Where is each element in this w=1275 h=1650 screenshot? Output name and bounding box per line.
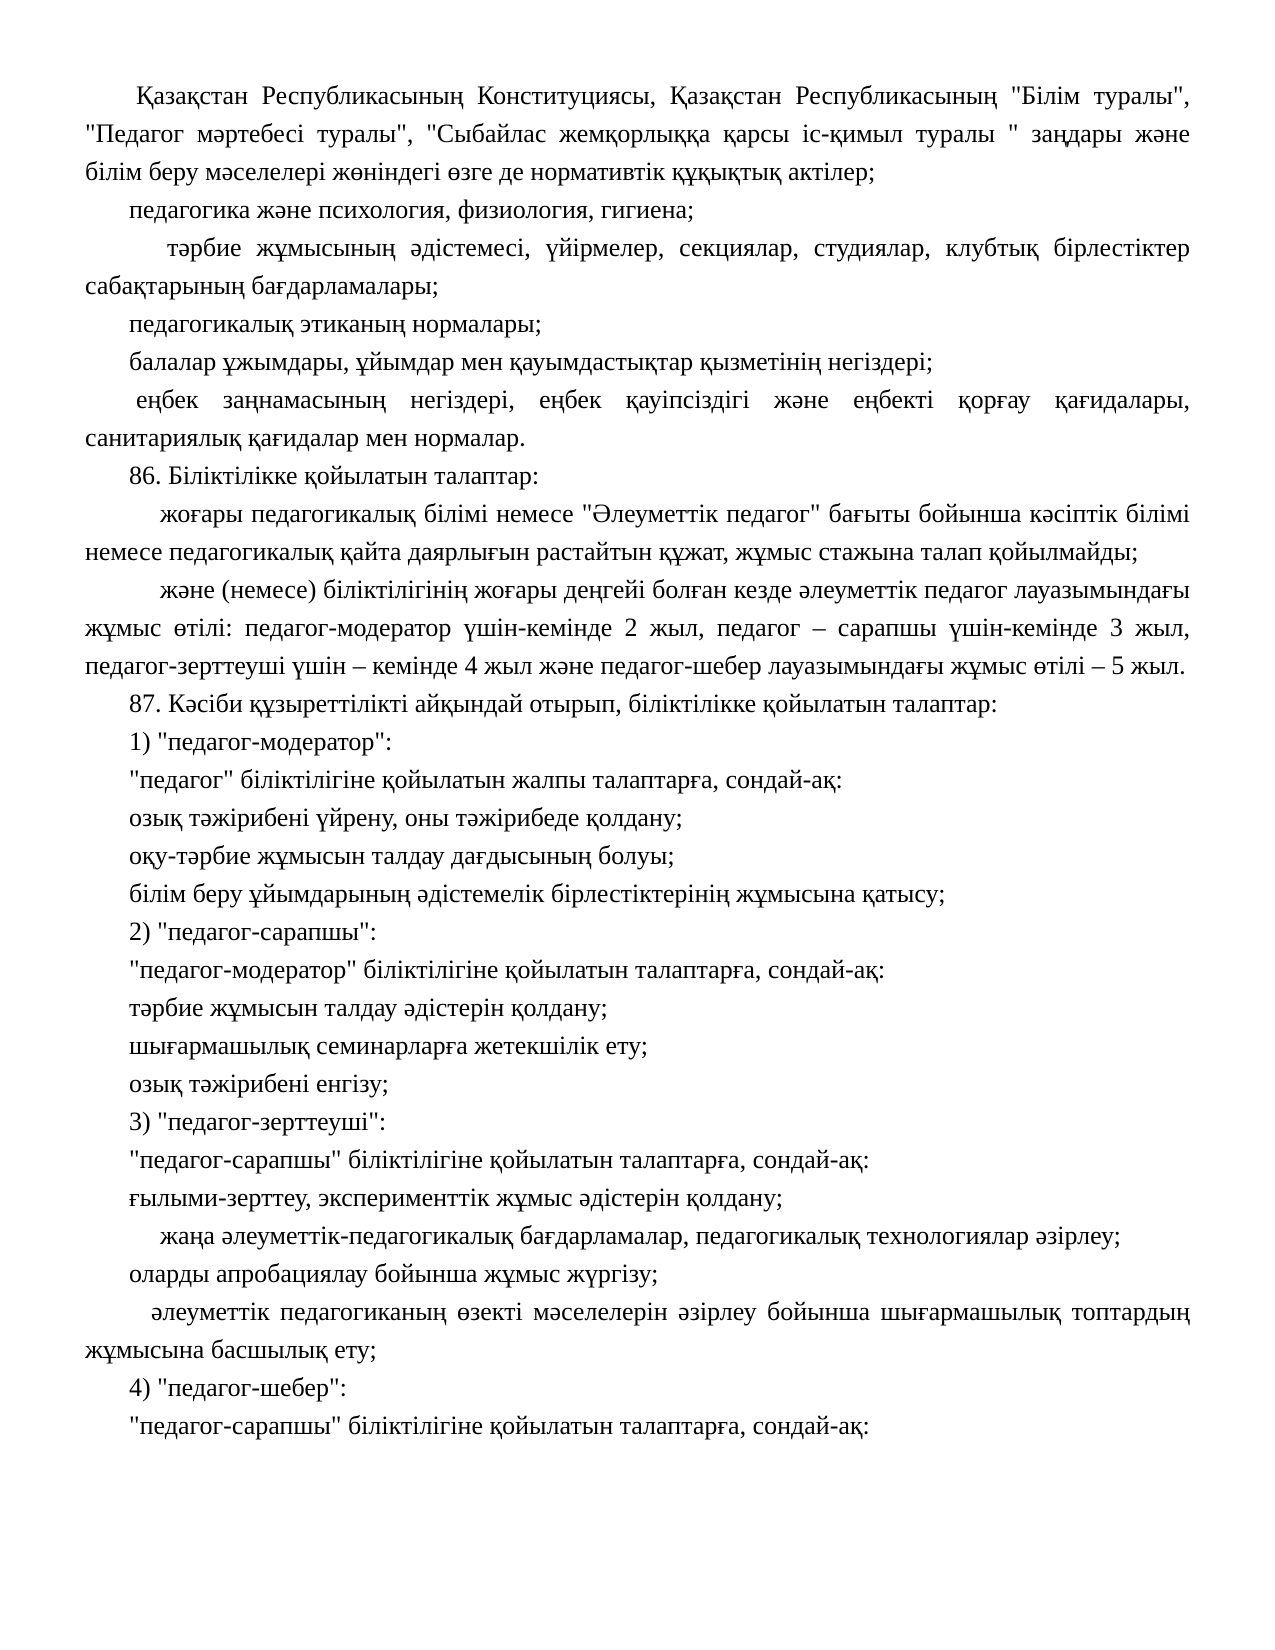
paragraph: оларды апробациялау бойынша жұмыс жүргізу;: [129, 1259, 659, 1288]
paragraph: білім беру ұйымдарының әдістемелік бірлестіктерінің жұмысына қатысу;: [129, 879, 946, 908]
paragraph: жоғары педагогикалық білімі немесе "Әлеуметтік педагог" бағыты бойынша кәсіптік білімі немесе педагогикалық қайта даярлығын растайтын құжат, жұмыс стажына талап қойылмайды;: [85, 499, 1190, 566]
paragraph: ғылыми-зерттеу, эксперименттік жұмыс әдістерін қолдану;: [129, 1183, 783, 1212]
paragraph: озық тәжірибені үйрену, оны тәжірибеде қолдану;: [129, 803, 683, 832]
paragraph: балалар ұжымдары, ұйымдар мен қауымдастықтар қызметінің негіздері;: [129, 347, 934, 376]
paragraph: "педагог-сарапшы" біліктілігіне қойылатын талаптарға, сондай-ақ:: [129, 1411, 870, 1440]
paragraph: шығармашылық семинарларға жетекшілік ету;: [129, 1031, 648, 1060]
paragraph: "педагог" біліктілігіне қойылатын жалпы талаптарға, сондай-ақ:: [129, 765, 843, 794]
paragraph-clause-87: 87. Кәсіби құзыреттілікті айқындай отырып, біліктілікке қойылатын талаптар:: [129, 689, 998, 718]
paragraph: "педагог-сарапшы" біліктілігіне қойылатын талаптарға, сондай-ақ:: [129, 1145, 870, 1174]
paragraph: 4) "педагог-шебер":: [129, 1373, 347, 1402]
paragraph: 3) "педагог-зерттеуші":: [129, 1107, 387, 1136]
paragraph: 1) "педагог-модератор":: [129, 727, 393, 756]
paragraph: еңбек заңнамасының негіздері, еңбек қауіпсіздігі және еңбекті қорғау қағидалары, санитариялық қағидалар мен нормалар.: [85, 385, 1190, 452]
paragraph: жаңа әлеуметтік-педагогикалық бағдарламалар, педагогикалық технологиялар әзірлеу;: [160, 1221, 1121, 1250]
paragraph: тәрбие жұмысының әдістемесі, үйірмелер, секциялар, студиялар, клубтық бірлестіктер сабақтарының бағдарламалары;: [85, 233, 1190, 300]
paragraph: тәрбие жұмысын талдау әдістерін қолдану;: [129, 993, 608, 1022]
paragraph: Қазақстан Республикасының Конституциясы, Қазақстан Республикасының "Білім туралы", "Педагог мәртебесі туралы", "Сыбайлас жемқорлыққа қарсы іс-қимыл туралы " заңдары және білім беру мәселелері жөніндегі өзге де нормативтік құқықтық актілер;: [85, 81, 1190, 186]
paragraph: педагогика және психология, физиология, гигиена;: [129, 195, 695, 224]
paragraph: 2) "педагог-сарапшы":: [129, 917, 377, 946]
paragraph: әлеуметтік педагогиканың өзекті мәселелерін әзірлеу бойынша шығармашылық топтардың жұмысына басшылық ету;: [85, 1297, 1190, 1364]
paragraph: оқу-тәрбие жұмысын талдау дағдысының болуы;: [129, 841, 675, 870]
paragraph: озық тәжірибені енгізу;: [129, 1069, 389, 1098]
paragraph: және (немесе) біліктілігінің жоғары деңгейі болған кезде әлеуметтік педагог лауазымындағы жұмыс өтілі: педагог-модератор үшін-кемінде 2 жыл, педагог – сарапшы үшін-кемінде 3 жыл, педагог-зерттеуші үшін – кемінде 4 жыл және педагог-шебер лауазымындағы жұмыс өтілі – 5 жыл.: [85, 575, 1190, 680]
paragraph: "педагог-модератор" біліктілігіне қойылатын талаптарға, сондай-ақ:: [129, 955, 886, 984]
paragraph: педагогикалық этиканың нормалары;: [129, 309, 542, 338]
paragraph-clause-86: 86. Біліктілікке қойылатын талаптар:: [129, 461, 540, 490]
